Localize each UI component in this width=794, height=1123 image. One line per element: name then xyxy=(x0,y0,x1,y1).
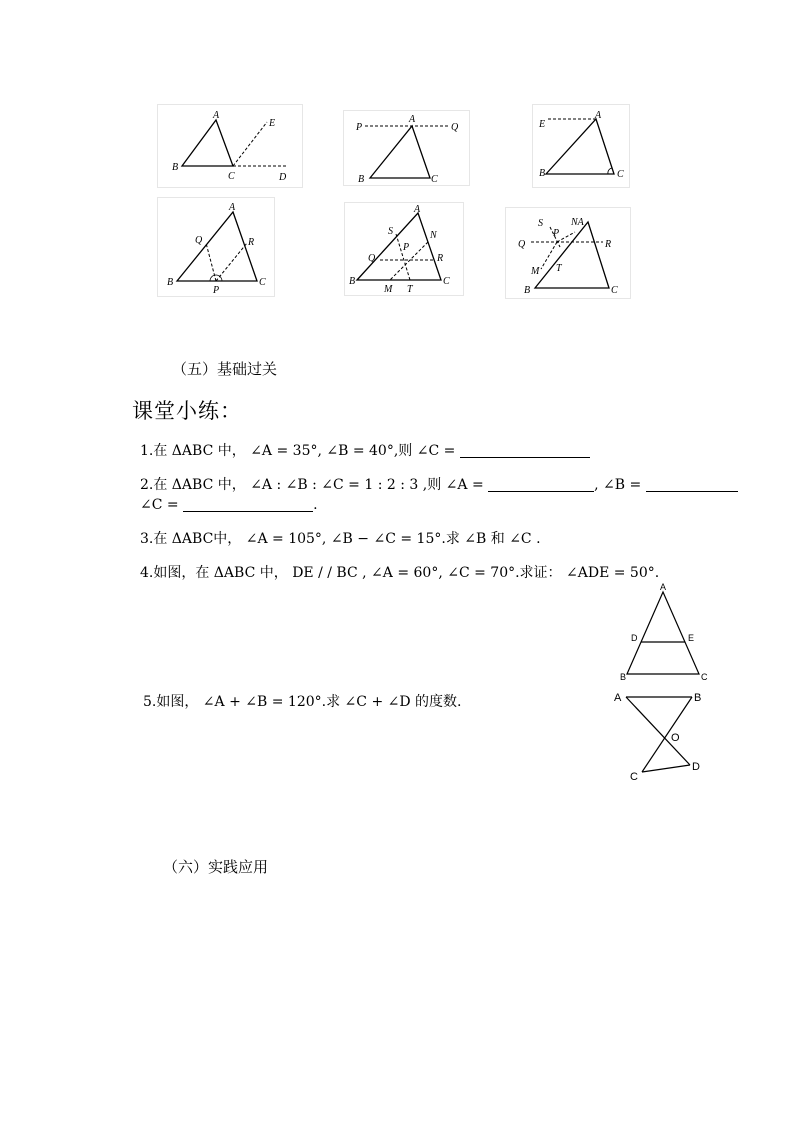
label-B: B xyxy=(539,168,546,179)
label-C: C xyxy=(701,672,708,682)
label-D: D xyxy=(279,172,287,183)
answer-blank-a[interactable] xyxy=(488,477,594,492)
question-2-c: ∠C = xyxy=(140,497,179,513)
question-2-text: 2.在 ΔABC 中， ∠A : ∠B : ∠C = 1 : 2 : 3 ,则 ∠A = xyxy=(140,477,484,493)
label-Q: Q xyxy=(451,122,459,133)
label-B: B xyxy=(620,672,627,682)
label-R: R xyxy=(248,237,255,248)
label-A: A xyxy=(414,204,421,215)
label-B: B xyxy=(167,277,174,288)
label-D: D xyxy=(692,761,700,773)
label-R: R xyxy=(437,253,444,264)
label-E: E xyxy=(688,633,695,643)
answer-blank-c2[interactable] xyxy=(183,497,313,512)
period: . xyxy=(313,497,318,513)
figure-triangle-inner-point xyxy=(344,202,464,296)
label-D: D xyxy=(631,633,638,643)
label-A: A xyxy=(213,110,220,121)
practice-title: 课堂小练： xyxy=(132,399,242,423)
label-A: A xyxy=(660,583,667,592)
answer-blank-b[interactable] xyxy=(646,477,738,492)
label-E: E xyxy=(269,118,276,129)
label-C: C xyxy=(630,771,638,783)
label-Q: Q xyxy=(195,235,203,246)
label-P: P xyxy=(213,285,220,296)
label-M: M xyxy=(531,266,540,277)
label-Q: Q xyxy=(518,239,526,250)
label-C: C xyxy=(259,277,266,288)
label-P: P xyxy=(403,242,410,253)
label-B: B xyxy=(349,276,356,287)
label-A: A xyxy=(409,114,416,125)
label-S: S xyxy=(538,218,543,229)
label-B: B xyxy=(524,285,531,296)
label-P: P xyxy=(553,228,560,239)
question-3: 3.在 ΔABC中， ∠A = 105°, ∠B − ∠C = 15°.求 ∠B 和 ∠C . xyxy=(140,531,541,547)
label-R: R xyxy=(605,239,612,250)
label-P: P xyxy=(356,122,363,133)
label-O: O xyxy=(671,732,680,744)
label-Q: Q xyxy=(368,253,376,264)
figure-triangle-point-on-base xyxy=(157,197,275,297)
figure-triangle-outer-point xyxy=(505,207,631,299)
question-1-text: 1.在 ΔABC 中， ∠A = 35°, ∠B = 40°,则 ∠C = xyxy=(140,443,456,459)
figure-bowtie-abocd xyxy=(612,687,712,783)
figure-triangle-de-parallel-bc xyxy=(613,583,713,683)
label-S: S xyxy=(388,226,393,237)
label-C: C xyxy=(611,285,618,296)
label-C: C xyxy=(443,276,450,287)
label-T: T xyxy=(407,284,413,295)
section-heading-basic: （五）基础过关 xyxy=(172,360,278,378)
question-4: 4.如图，在 ΔABC 中， DE / / BC , ∠A = 60°, ∠C = 70°.求证： ∠ADE = 50°. xyxy=(140,565,660,581)
section-heading-practice: （六）实践应用 xyxy=(163,858,269,876)
question-2-b: , ∠B = xyxy=(594,477,642,493)
label-C: C xyxy=(617,169,624,180)
figure-triangle-parallel-top xyxy=(343,110,470,186)
label-A: A xyxy=(595,110,602,121)
label-E: E xyxy=(539,119,546,130)
question-2-line-2 xyxy=(140,497,318,513)
label-A: A xyxy=(614,692,622,704)
label-A: A xyxy=(229,202,236,213)
figure-right-triangle-parallel xyxy=(532,104,630,188)
answer-blank-c[interactable] xyxy=(460,443,590,458)
question-5: 5.如图， ∠A + ∠B = 120°.求 ∠C + ∠D 的度数. xyxy=(143,694,462,710)
label-T: T xyxy=(556,263,562,274)
label-NA: NA xyxy=(571,217,584,228)
question-2 xyxy=(140,474,738,494)
label-B: B xyxy=(694,692,702,704)
label-M: M xyxy=(384,284,393,295)
label-C: C xyxy=(228,171,235,182)
figure-triangle-extension xyxy=(157,104,303,188)
question-1 xyxy=(140,440,590,460)
label-B: B xyxy=(172,162,179,173)
label-C: C xyxy=(431,174,438,185)
label-B: B xyxy=(358,174,365,185)
label-N: N xyxy=(430,230,437,241)
